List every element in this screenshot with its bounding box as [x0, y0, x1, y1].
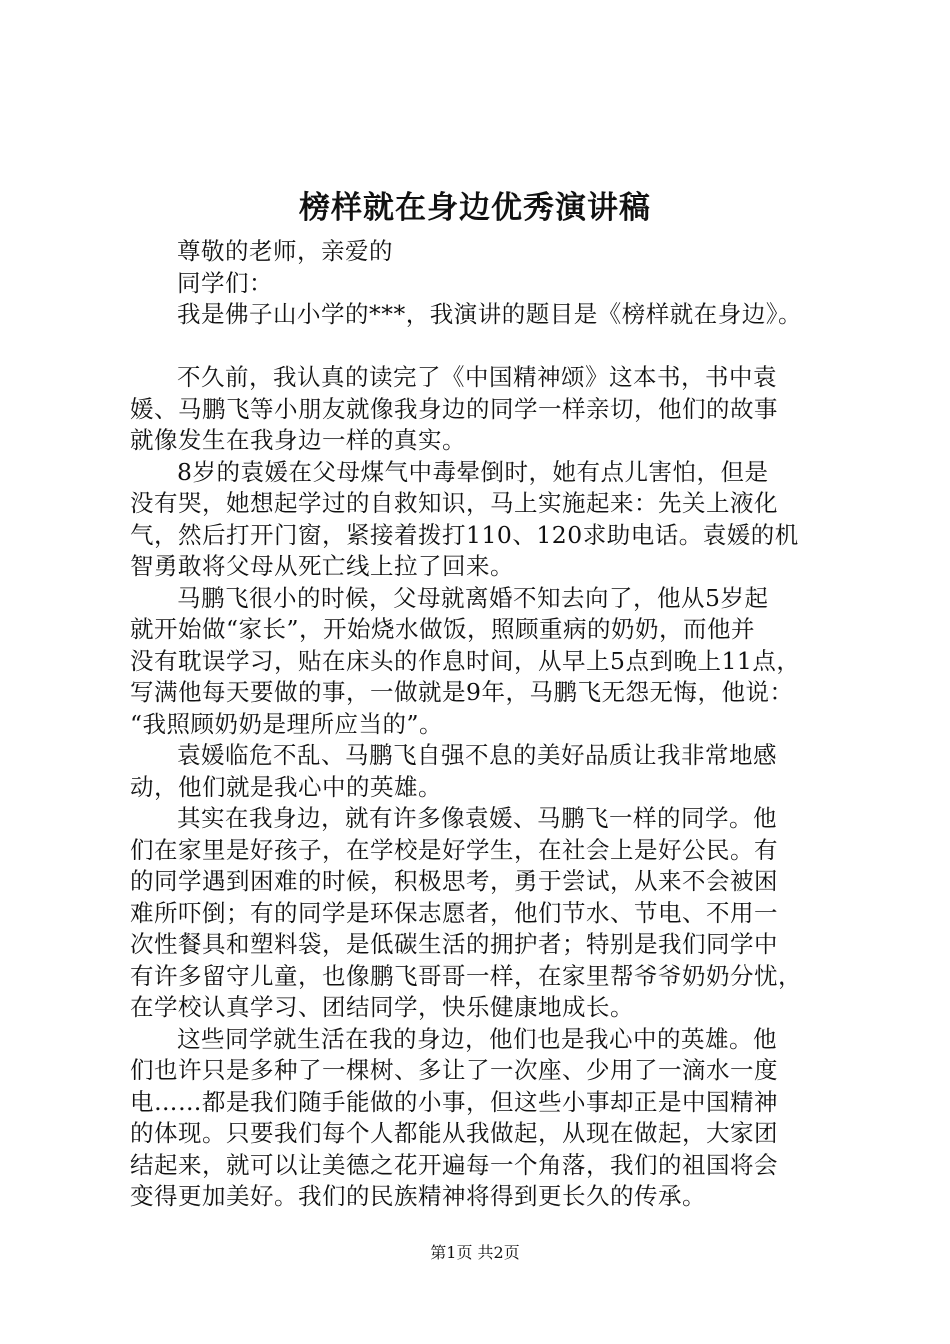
paragraph-line: 智勇敢将父母从死亡线上拉了回来。 [130, 552, 514, 580]
paragraph-line: 电……都是我们随手能做的小事，但这些小事却正是中国精神 [130, 1087, 778, 1116]
document-title: 榜样就在身边优秀演讲稿 [299, 190, 651, 226]
paragraph-line: 不久前，我认真的读完了《中国精神颂》这本书，书中袁 [177, 363, 777, 391]
paragraph-line: 就开始做“家长”，开始烧水做饭，照顾重病的奶奶，而他并 [130, 615, 756, 643]
page-number-footer: 第1页 共2页 [430, 1243, 520, 1262]
paragraph-line: 有许多留守儿童，也像鹏飞哥哥一样，在家里帮爷爷奶奶分忧， [130, 961, 802, 990]
paragraph-line: 8岁的袁媛在父母煤气中毒晕倒时，她有点儿害怕，但是 [177, 457, 769, 486]
paragraph-line: 的体现。只要我们每个人都能从我做起，从现在做起，大家团 [130, 1119, 778, 1147]
paragraph-line: 其实在我身边，就有许多像袁媛、马鹏飞一样的同学。他 [177, 804, 777, 832]
paragraph-line: 写满他每天要做的事，一做就是9年，马鹏飞无怨无悔，他说： [130, 678, 794, 706]
paragraph-line: 没有哭，她想起学过的自救知识，马上实施起来：先关上液化 [130, 489, 778, 517]
intro-line: 我是佛子山小学的***，我演讲的题目是《榜样就在身边》。 [177, 300, 802, 328]
blank-line [130, 331, 842, 363]
paragraph-line: 次性餐具和塑料袋，是低碳生活的拥护者；特别是我们同学中 [130, 930, 778, 958]
paragraph-line: 就像发生在我身边一样的真实。 [130, 426, 466, 454]
paragraph-line: 难所吓倒；有的同学是环保志愿者，他们节水、节电、不用一 [130, 898, 778, 927]
paragraph-line: 们也许只是多种了一棵树、多让了一次座、少用了一滴水一度 [130, 1056, 778, 1084]
paragraph-line: 变得更加美好。我们的民族精神将得到更长久的传承。 [130, 1182, 706, 1210]
paragraph-line: “我照顾奶奶是理所应当的”。 [130, 709, 444, 738]
speech-body [130, 236, 842, 1213]
paragraph-line: 没有耽误学习，贴在床头的作息时间，从早上5点到晚上11点， [130, 646, 801, 675]
paragraph-line: 结起来，就可以让美德之花开遍每一个角落，我们的祖国将会 [130, 1150, 778, 1179]
paragraph-line: 气，然后打开门窗，紧接着拨打110、120求助电话。袁媛的机 [130, 520, 799, 549]
paragraph-line: 这些同学就生活在我的身边，他们也是我心中的英雄。他 [177, 1024, 777, 1053]
paragraph-line: 动，他们就是我心中的英雄。 [130, 772, 442, 801]
salutation-line: 尊敬的老师，亲爱的 [177, 237, 393, 265]
paragraph-line: 媛、马鹏飞等小朋友就像我身边的同学一样亲切，他们的故事 [130, 394, 778, 423]
paragraph-line: 们在家里是好孩子，在学校是好学生，在社会上是好公民。有 [130, 835, 778, 864]
paragraph-line: 袁媛临危不乱、马鹏飞自强不息的美好品质让我非常地感 [177, 741, 777, 769]
paragraph-line: 马鹏飞很小的时候，父母就离婚不知去向了，他从5岁起 [177, 583, 769, 612]
salutation-line: 同学们： [177, 268, 273, 297]
paragraph-line: 在学校认真学习、团结同学，快乐健康地成长。 [130, 993, 634, 1021]
paragraph-line: 的同学遇到困难的时候，积极思考，勇于尝试，从来不会被困 [130, 867, 778, 895]
